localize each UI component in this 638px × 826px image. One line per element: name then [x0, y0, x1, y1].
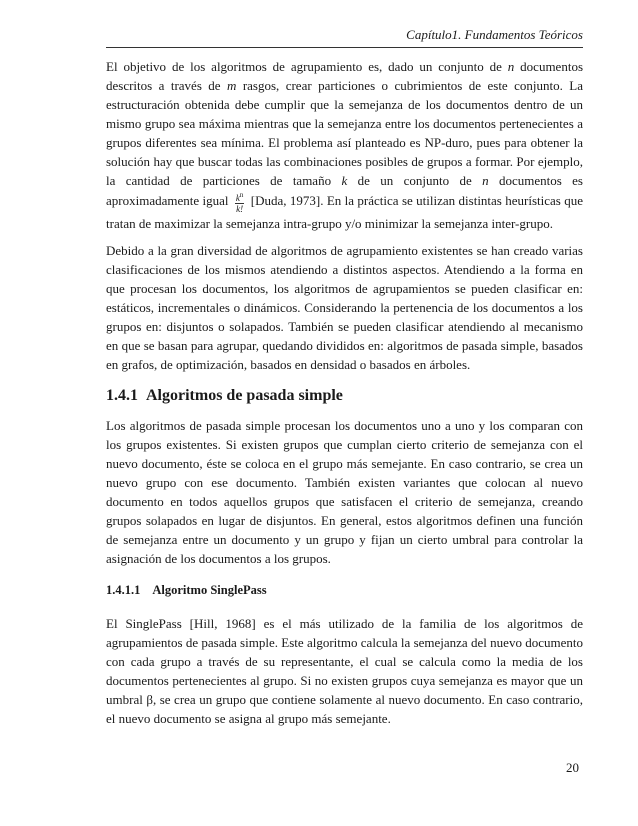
fraction-formula	[235, 190, 245, 214]
p1-text-d: de un conjunto de	[347, 173, 483, 188]
paragraph-1	[106, 57, 583, 233]
paragraph-3: Los algoritmos de pasada simple procesan los documentos uno a uno y los comparan con los grupos existentes. Si existen grupos que cumplan cierto criterio de semejanza con el nuevo documento, éste se coloca en el grupo más semejante. En caso contrario, se crea un nuevo grupo con ese documento. También existen variantes que colocan al nuevo documento en todos aquellos grupos que satisfacen el criterio de semejanza, creando grupos solapados en lugar de disjuntos. En general, estos algoritmos definen una función de semejanza entre un documento y un grupo y fijan un cierto umbral para controlar la asignación de los documentos a los grupos.	[106, 418, 583, 566]
p1-text-c: rasgos, crear particiones o cubrimientos de este conjunto. La estructuración obtenida debe cumplir que la semejanza de los documentos dentro de un mismo grupo sea máxima mientras que la semejanza entre los documentos pertenecientes a grupos diferentes sea mínima. El problema así planteado es NP-duro, pues para obtener la solución hay que buscar todas las combinaciones posibles de grupos a formar. Por ejemplo, la cantidad de particiones de tamaño	[106, 78, 584, 188]
section-title: Algoritmos de pasada simple	[146, 387, 343, 404]
var-n-2: n	[482, 173, 489, 188]
var-m: m	[227, 78, 237, 93]
var-k: k	[341, 173, 348, 188]
frac-exponent: n	[239, 191, 244, 199]
var-n: n	[507, 59, 515, 74]
frac-base: k	[235, 193, 240, 203]
paragraph-4: El SinglePass [Hill, 1968] es el más utilizado de la familia de los algoritmos de agrupamientos de pasada simple. Este algoritmo calcula la semejanza del nuevo documento con cada grupo a través de su representante, el cual se calcula como la media de los documentos pertenecientes al grupo. Si no existen grupos cuya semejanza es mayor que un umbral β, se crea un grupo que contiene solamente al nuevo documento. En caso contrario, el nuevo documento se asigna al grupo más semejante.	[106, 616, 583, 726]
section-number: 1.4.1	[106, 387, 138, 404]
subsection-title: Algoritmo SinglePass	[152, 583, 267, 597]
paragraph-2: Debido a la gran diversidad de algoritmos de agrupamiento existentes se han creado varias clasificaciones de los mismos atendiendo a distintos aspectos. Atendiendo a la forma en que procesan los documentos, los algoritmos de agrupamientos se pueden clasificar en: estáticos, incrementales o dinámicos. Considerando la pertenencia de los documentos a los grupos en: disjuntos o solapados. También se pueden clasificar atendiendo al mecanismo en que se basan para agrupar, quedando divididos en: algoritmos de pasada simple, basados en grafos, de optimización, basados en densidad o basados en árboles.	[106, 243, 583, 372]
page-number: 20	[566, 760, 579, 775]
page-body	[106, 57, 583, 736]
fraction-denominator: k!	[236, 204, 244, 214]
p1-text-e: documentos es aproximadamente igual	[106, 173, 583, 208]
fraction-numerator	[235, 190, 245, 204]
section-heading-1-4-1	[106, 386, 583, 406]
subsection-heading-1-4-1-1	[106, 582, 583, 598]
p1-text-f: [Duda, 1973]. En la práctica se utilizan distintas heurísticas que tratan de maximizar la semejanza intra-grupo y/o minimizar la semejanza inter-grupo.	[106, 192, 583, 231]
header-rule	[106, 47, 583, 48]
p1-text-b: documentos descritos a través de	[106, 59, 583, 93]
running-header: Capítulo1. Fundamentos Teóricos	[406, 27, 583, 42]
subsection-number: 1.4.1.1	[106, 583, 141, 597]
p1-text-a: El objetivo de los algoritmos de agrupamiento es, dado un conjunto de	[106, 59, 508, 74]
